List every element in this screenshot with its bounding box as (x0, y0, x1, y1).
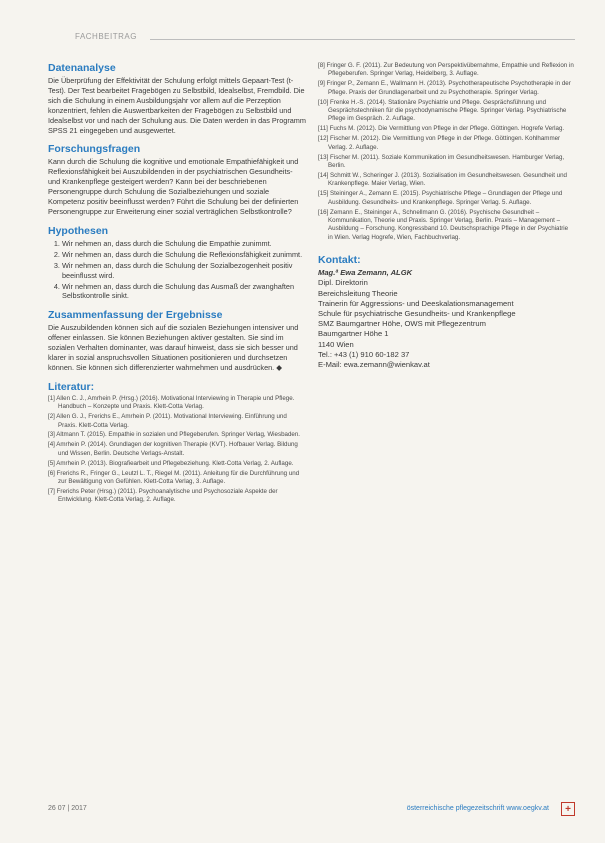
footer-journal (407, 805, 549, 812)
reference-item: [13] Fischer M. (2011). Soziale Kommunikation im Gesundheitswesen. Hamburger Verlag, Berlin. (318, 153, 565, 169)
section-forschungsfragen (48, 143, 306, 216)
contact-line: 1140 Wien (318, 339, 354, 349)
contact-block (318, 254, 574, 370)
contact-line: Trainerin für Aggressions- und Deeskalationsmanagement (318, 298, 514, 308)
heading-kontakt: Kontakt: (318, 254, 361, 267)
contact-phone: Tel.: +43 (1) 910 60-182 37 (318, 349, 410, 359)
contact-line: Schule für psychiatrische Gesundheits- und Krankenpflege (318, 308, 516, 318)
hypothesis-item: 3. Wir nehmen an, dass durch die Schulung der Sozialbezogenheit positiv beeinflusst wird. (62, 261, 306, 281)
hypothesis-item: 1. Wir nehmen an, dass durch die Schulung die Empathie zunimmt. (62, 239, 306, 249)
header-divider (150, 39, 575, 40)
reference-item: [12] Fischer M. (2012). Die Vermittlung von Pflege in der Pflege. Göttingen. Kohlhammer Verlag. 2. Auflage. (318, 135, 561, 151)
reference-list-left (48, 395, 306, 505)
contact-line: Baumgartner Höhe 1 (318, 329, 389, 339)
section-hypothesen (48, 225, 306, 301)
right-column (318, 62, 574, 370)
reference-item: [7] Frerichs Peter (Hrsg.) (2011). Psychoanalytische und Psychosoziale Aspekte der Entwicklung. Klett-Cotta Verlag, 2. Auflage. (48, 487, 278, 504)
reference-item: [11] Fuchs M. (2012). Die Vermittlung von Pflege in der Pflege. Göttingen. Hogrefe Verlag. (318, 125, 565, 133)
text-zusammenfassung: Die Auszubildenden können sich auf die sozialen Beziehungen intensiver und offener einlassen. Sie können Beziehungen aktiver gestalten. Sie sind im sozialen Verhalten dominanter, was darauf hinweist, dass sie sich besser und klarer in sozial anspruchsvollen Situationen positionieren und durchsetzen können. Sie können sich differenzierter wahrnehmen und ausdrücken. ◆ (48, 323, 299, 372)
heading-zusammenfassung: Zusammenfassung der Ergebnisse (48, 309, 223, 322)
hypothesis-item: 2. Wir nehmen an, dass durch die Schulung die Reflexionsfähigkeit zunimmt. (62, 250, 306, 260)
reference-item: [5] Amrhein P. (2013). Biografiearbeit und Pflegebeziehung. Klett-Cotta Verlag, 2. Auflage. (48, 459, 294, 467)
hypothesis-item: 4. Wir nehmen an, dass durch die Schulung das Ausmaß der zwanghaften Selbstkontrolle sinkt. (62, 282, 306, 302)
reference-list-right (318, 62, 574, 242)
reference-item: [2] Allen G. J., Frerichs E., Amrhein P. (2011). Motivational Interviewing. Einführung und Praxis. Klett-Cotta Verlag. (48, 413, 287, 429)
journal-url[interactable]: www.oegkv.at (506, 805, 549, 812)
reference-item: [16] Zemann E., Steininger A., Schnellmann G. (2016). Psychische Gesundheit – Kommunikation, Theorie und Praxis. Springer Verlag, Berlin. Praxis – Management – Ausbildung – Forschung. Kongressband 10. Deutschsprachige Pflege in der Psychiatrie in Wien. Verlag Hogrefe, Wien, Fachbuchverlag. (318, 208, 569, 241)
text-forschungsfragen: Kann durch die Schulung die kognitive und emotionale Empathiefähigkeit und Reflexionsfähigkeit bei Auszubildenden in der psychiatrischen Gesundheits- und Krankenpflege gesteigert werden? Kann bei der beschriebenen Personengruppe durch Schulung die Sozialbeziehungen und soziale Kompetenz positiv beeinflusst werden? Führt die Schulung bei der definierten Personengruppe zur Erweiterung einer sozial verträglichen Selbstkontrolle? (48, 157, 299, 216)
reference-item: [6] Frerichs R., Fringer G., Leutzl L. T., Riegel M. (2011). Anleitung für die Durchführung und zur Bewältigung von Gefühlen. Klett-Cotta Verlag, 3. Auflage. (48, 469, 300, 485)
hypothesen-list (48, 239, 306, 301)
cross-logo-icon: + (561, 802, 575, 816)
page-number: 26 07 | 2017 (48, 805, 87, 812)
heading-literatur: Literatur: (48, 380, 95, 393)
section-datenanalyse (48, 62, 306, 135)
contact-line: Bereichsleitung Theorie (318, 288, 398, 298)
heading-hypothesen: Hypothesen (48, 224, 109, 237)
reference-item: [9] Fringer P., Zemann E., Wallmann H. (2013). Psychotherapeutische Psychotherapie in der Pflege. Praxis der Grundlagenarbeit und zu Psychotherapie. Springer Verlag. (318, 80, 571, 96)
section-zusammenfassung (48, 309, 306, 373)
reference-item: [4] Amrhein P. (2014). Grundlagen der kognitiven Therapie (KVT). Hofbauer Verlag. Bildung und Wissen, Berlin. Deutsche Verlags-Anstalt. (48, 441, 298, 457)
reference-item: [8] Fringer G. F. (2011). Zur Bedeutung von Perspektivübernahme, Empathie und Reflexion in Pflegeberufen. Springer Verlag, Heidelberg, 3. Auflage. (318, 62, 574, 78)
reference-item: [3] Altmann T. (2015). Empathie in sozialen und Pflegeberufen. Springer Verlag, Wiesbaden. (48, 431, 301, 439)
reference-item: [15] Steininger A., Zemann E. (2015). Psychiatrische Pflege – Grundlagen der Pflege und Ausbildung. Gesundheits- und Krankenpflege. Springer Verlag. 5. Auflage. (318, 190, 563, 206)
contact-name: Mag.ª Ewa Zemann, ALGK (318, 268, 413, 278)
contact-line: SMZ Baumgartner Höhe, OWS mit Pflegezentrum (318, 319, 486, 329)
reference-item: [1] Allen C. J., Amrhein P. (Hrsg.) (2016). Motivational Interviewing in Therapie und Pflege. Handbuch – Konzepte und Praxis. Klett-Cotta Verlag. (48, 394, 295, 411)
journal-name: österreichische pflegezeitschrift (406, 805, 505, 812)
contact-line: Dipl. Direktorin (318, 278, 368, 288)
heading-datenanalyse: Datenanalyse (48, 62, 116, 74)
header-section-label: FACHBEITRAG (75, 32, 137, 41)
page-header (75, 32, 575, 44)
page-footer (48, 802, 575, 816)
heading-forschungsfragen: Forschungsfragen (48, 143, 141, 156)
reference-item: [10] Frenke H.-S. (2014). Stationäre Psychiatrie und Pflege. Gesprächsführung und Gesprächstechniken für die psychodynamische Pflege. Springer Verlag. Psychiatrische Pflege im Gespräch. 2. Auflage. (318, 98, 567, 123)
reference-item: [14] Schmitt W., Scheringer J. (2013). Sozialisation im Gesundheitswesen. Gesundheit und Krankenpflege. Maier Verlag, Wien. (318, 171, 568, 188)
left-column (48, 62, 306, 513)
text-datenanalyse: Die Überprüfung der Effektivität der Schulung erfolgt mittels Gepaart-Test (t-Test). Der Test bearbeitet Fragebögen zu Selbstbild, Idealselbst, Fremdbild. Die sich die Schulung in einem Ausbildungsjahr vor allem auf die Perzeption konzentriert, fehlen die Auswertbarkeiten der Fragebögen zu Selbstbild und Idealselbst vor und nach der Schulung aus. Die Daten werden in das Programm SPSS 21 eingegeben und ausgewertet. (48, 76, 306, 135)
contact-email[interactable]: E-Mail: ewa.zemann@wienkav.at (318, 359, 430, 369)
section-literatur (48, 381, 306, 505)
